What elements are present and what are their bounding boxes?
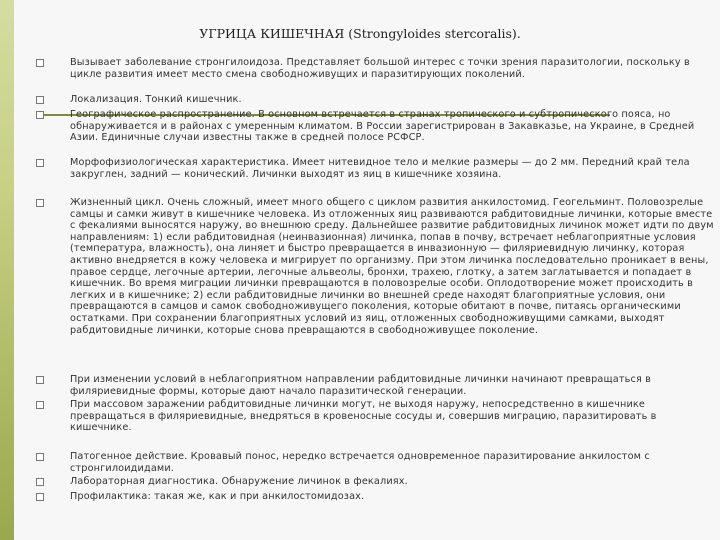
square-bullet-icon xyxy=(36,401,44,409)
paragraph-localization xyxy=(36,94,720,106)
accent-side-bar xyxy=(0,0,14,540)
paragraph-life-cycle xyxy=(36,197,720,336)
square-bullet-icon xyxy=(36,111,44,119)
paragraph-diagnostics xyxy=(36,476,720,488)
square-bullet-icon xyxy=(36,96,44,104)
paragraph-text: Профилактика: такая же, как и при анкилостомидозах. xyxy=(70,491,365,502)
paragraph-text: Локализация. Тонкий кишечник. xyxy=(70,94,242,105)
square-bullet-icon xyxy=(36,376,44,384)
paragraph-text: При массовом заражении рабдитовидные личинки могут, не выходя наружу, непосредственно в кишечнике превращаться в филяриевидные, внедряться в кровеносные сосуды и, совершив миграцию, паразитировать в кишечнике. xyxy=(70,399,657,434)
paragraph-text: Морфофизиологическая характеристика. Имеет нитевидное тело и мелкие размеры — до 2 мм. Передний край тела закруглен, задний — конический. Личинки выходят из яиц в кишечнике хозяина. xyxy=(70,157,690,180)
square-bullet-icon xyxy=(36,159,44,167)
paragraph-text: Жизненный цикл. Очень сложный, имеет много общего с циклом развития анкилостомид. Геогельминт. Половозрелые самцы и самки живут в кишечнике человека. Из отложенных яиц развиваются рабдитовидные личинки, которые вместе с фекалиями выносятся наружу, во внешнюю среду. Дальнейшее развитие рабдитовидных личинок может идти по двум направлениям: 1) если рабдитовидная (неинвазионная) личинка, попав в почву, встречает неблагоприятные условия (температура, влажность), она линяет и быстро превращается в инвазионную — филяриевидную личинку, которая активно внедряется в кожу человека и мигрирует по организму. При этом личинка последовательно проникает в вены, правое сердце, легочные артерии, легочные альвеолы, бронхи, трахею, глотку, а затем заглатывается и попадает в кишечник. Во время миграции личинки превращаются в половозрелые особи. Оплодотворение может происходить в легких и в кишечнике; 2) если рабдитовидные личинки во внешней среде находят благоприятные условия, они превращаются в самцов и самок свободноживущего поколения, которые обитают в почве, питаясь органическими остатками. При сохранении благоприятных условий из яиц, отложенных свободноживущими самками, выходят рабдитовидные личинки, которые снова превращаются в свободноживущее поколение. xyxy=(70,197,714,336)
paragraph-mass-infection xyxy=(36,399,720,434)
square-bullet-icon xyxy=(36,453,44,461)
paragraph-text: При изменении условий в неблагоприятном направлении рабдитовидные личинки начинают превращаться в филяриевидные формы, которые дают начало паразитической генерации. xyxy=(70,374,652,397)
paragraph-prevention xyxy=(36,491,720,503)
square-bullet-icon xyxy=(36,493,44,501)
slide-title: УГРИЦА КИШЕЧНАЯ (Strongyloides stercoralis). xyxy=(199,26,521,41)
paragraph-intro xyxy=(36,57,720,80)
square-bullet-icon xyxy=(36,59,44,67)
paragraph-pathogenic xyxy=(36,451,720,474)
square-bullet-icon xyxy=(36,199,44,207)
paragraph-conditions-change xyxy=(36,374,720,397)
paragraph-text: Вызывает заболевание стронгилоидоза. Представляет большой интерес с точки зрения паразитологии, поскольку в цикле развития имеет место смена свободноживущих и паразитирующих поколений. xyxy=(70,57,690,80)
square-bullet-icon xyxy=(36,478,44,486)
paragraph-morphology xyxy=(36,157,720,180)
paragraph-text: Патогенное действие. Кровавый понос, нередко встречается одновременное паразитирование анкилостом с стронгилоидидами. xyxy=(70,451,650,474)
paragraph-geography xyxy=(36,109,720,144)
paragraph-text: Географическое распространение. В основном встречается в странах тропического и субтропического пояса, но обнаруживается и в районах с умеренным климатом. В России зарегистрирован в Закавказье, на Украине, в Средней Азии. Единичные случаи известны также в средней полосе РСФСР. xyxy=(70,109,695,144)
paragraph-text: Лабораторная диагностика. Обнаружение личинок в фекалиях. xyxy=(70,476,408,487)
